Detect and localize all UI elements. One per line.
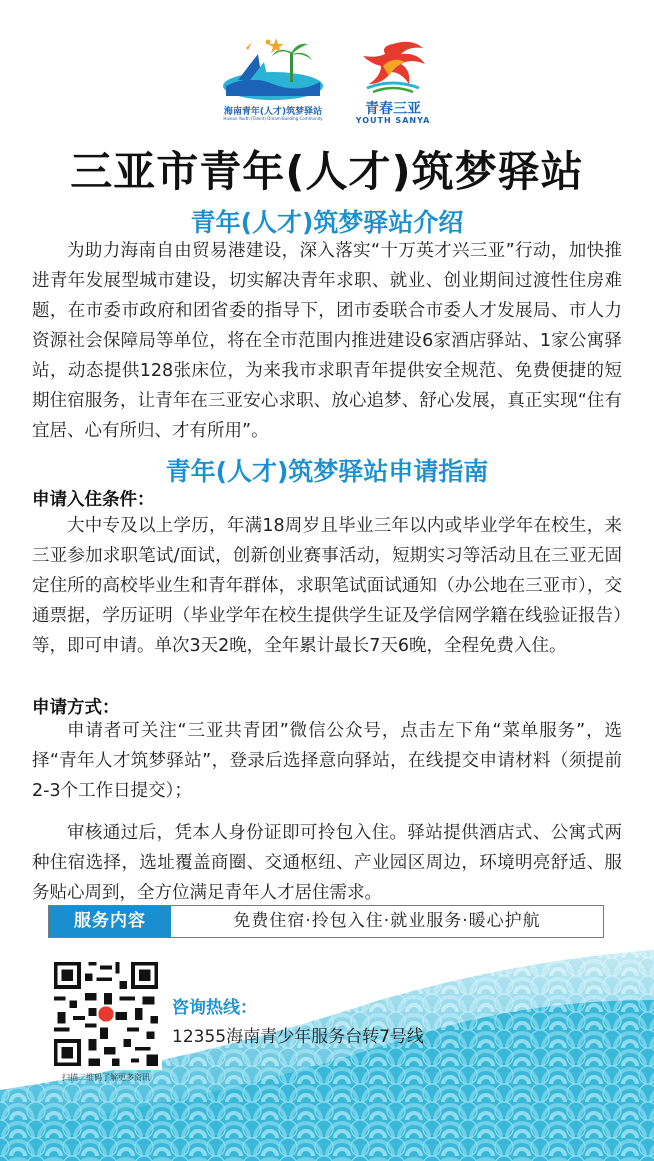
hotline-label: 咨询热线：	[172, 998, 257, 1018]
qr-caption: 扫描二维码了解更多资讯	[62, 1073, 150, 1082]
method-heading: 申请方式：	[32, 698, 120, 718]
station-logo-name: 海南青年(人才)筑梦驿站	[223, 107, 323, 117]
station-logo-subtitle: Hainan Youth (Talent) Dream-Building Community	[223, 116, 323, 121]
hotline-number: 12355海南青少年服务台转7号线	[172, 1027, 424, 1047]
guide-section-title: 青年(人才)筑梦驿站申请指南	[165, 457, 489, 486]
hainan-youth-station-logo	[218, 34, 328, 126]
intro-section-title: 青年(人才)筑梦驿站介绍	[190, 208, 464, 237]
service-bar	[48, 905, 604, 938]
qr-code-icon	[50, 958, 162, 1070]
intro-paragraph: 为助力海南自由贸易港建设，深入落实“十万英才兴三亚”行动，加快推进青年发展型城市建设，切实解决青年求职、就业、创业期间过渡性住房难题，在市委市政府和团省委的指导下，团市委联合市委人才发展局、市人力资源社会保障局等单位，将在全市范围内推进建设6家酒店驿站、1家公寓驿站，动态提供128张床位，为来我市求职青年提供安全规范、免费便捷的短期住宿服务，让青年在三亚安心求职、放心追梦、舒心发展，真正实现“住有宜居、心有所归、才有所用”。	[32, 241, 622, 441]
conditions-paragraph: 大中专及以上学历，年满18周岁且毕业三年以内或毕业学年在校生，来三亚参加求职笔试/面试，创新创业赛事活动，短期实习等活动且在三亚无固定住所的高校毕业生和青年群体，求职笔试面试通知（办公地在三亚市），交通票据，学历证明（毕业学年在校生提供学生证及学信网学籍在线验证报告）等，即可申请。单次3天2晚，全年累计最长7天6晚，全程免费入住。	[32, 516, 622, 656]
phoenix-logo-icon	[353, 36, 433, 96]
page-title: 三亚市青年(人才)筑梦驿站	[70, 147, 584, 196]
youth-sanya-subtitle: YOUTH SANYA	[355, 116, 431, 125]
method-paragraph-1: 申请者可关注“三亚共青团”微信公众号，点击左下角“菜单服务”，选择“青年人才筑梦驿站”，登录后选择意向驿站，在线提交申请材料（须提前2-3个工作日提交）；	[32, 721, 622, 801]
youth-sanya-logo	[353, 36, 433, 126]
youth-sanya-name: 青春三亚	[365, 101, 421, 117]
service-items: 免费住宿·拎包入住·就业服务·暖心护航	[233, 911, 541, 931]
method-paragraph-2: 审核通过后，凭本人身份证即可拎包入住。驿站提供酒店式、公寓式两种住宿选择，选址覆盖商圈、交通枢纽、产业园区周边，环境明亮舒适、服务贴心周到，全方位满足青年人才居住需求。	[32, 823, 622, 903]
station-logo-icon	[218, 34, 328, 104]
logo-area	[0, 34, 654, 126]
service-label: 服务内容	[49, 906, 171, 937]
conditions-heading: 申请入住条件：	[32, 490, 155, 510]
